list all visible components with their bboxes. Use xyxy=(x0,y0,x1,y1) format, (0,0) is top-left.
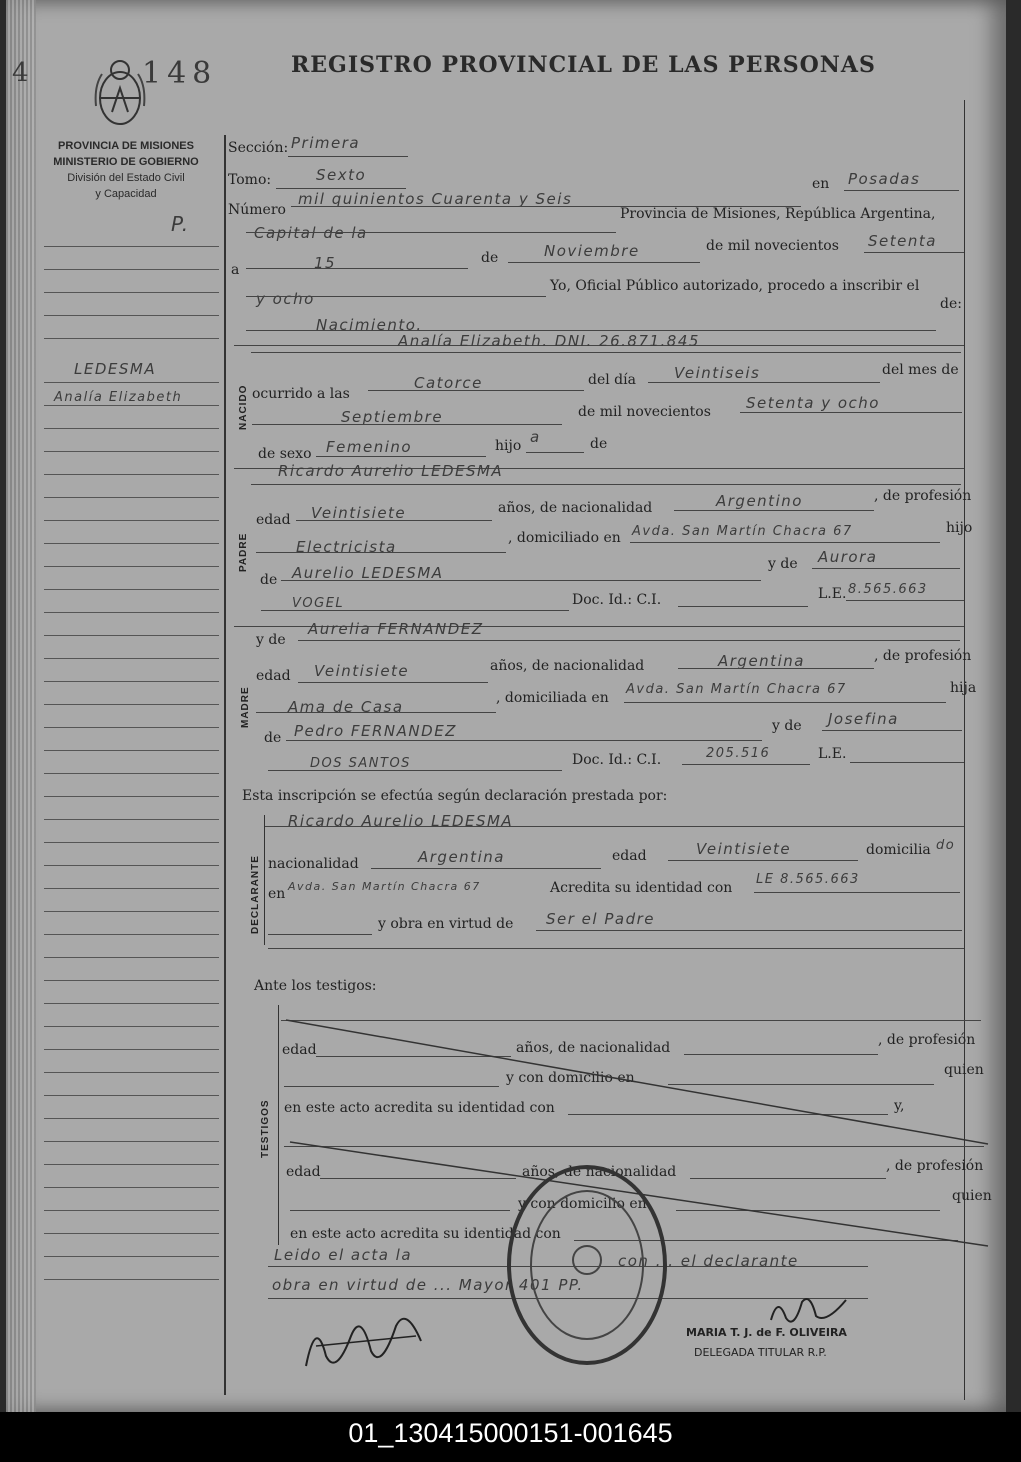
padre-dom-line xyxy=(630,542,940,543)
lugar-line xyxy=(844,190,959,191)
testigo1-prof-label: , de profesión xyxy=(878,1032,976,1048)
register-page xyxy=(6,0,1006,1412)
hora-value: Catorce xyxy=(414,374,483,392)
a-label: a xyxy=(231,262,240,278)
margin-mark: P. xyxy=(171,212,190,236)
declarante-en-label: en xyxy=(268,886,286,902)
declarante-nac-line xyxy=(371,868,601,869)
madre-hija-label: hija xyxy=(950,680,977,696)
provincia-label: Provincia de Misiones, República Argentina, xyxy=(620,206,936,222)
sexo-value: Femenino xyxy=(326,438,413,456)
abuela-materna-value: Josefina xyxy=(828,710,899,728)
abuelo-paterno-value: Aurelio LEDESMA xyxy=(292,564,444,582)
testigos-side-label: TESTIGOS xyxy=(260,1099,271,1158)
hija-ending: a xyxy=(530,428,541,446)
testigo1-edad-label: edad xyxy=(282,1042,317,1058)
de-mil-nac-label: de mil novecientos xyxy=(578,404,711,420)
de-hijo-label: de xyxy=(590,436,608,452)
de-label: de xyxy=(481,250,499,266)
madre-dom-line xyxy=(624,702,946,703)
madre-le-label: L.E. xyxy=(818,746,847,762)
madre-edad-line xyxy=(298,682,488,683)
padre-nac-line xyxy=(674,510,874,511)
declarante-edad-value: Veintisiete xyxy=(696,840,792,858)
page-edge xyxy=(6,0,36,1412)
mes-nac-value: Septiembre xyxy=(341,408,444,426)
obra-blank-line xyxy=(268,934,372,935)
del-mes-label: del mes de xyxy=(882,362,959,378)
seccion-label: Sección: xyxy=(228,140,289,156)
domicilia-label: domicilia xyxy=(866,842,931,858)
declarante-divider xyxy=(264,815,265,945)
madre-nac-line xyxy=(678,668,874,669)
testigo2-quien-label: quien xyxy=(952,1188,992,1204)
seccion-value: Primera xyxy=(291,134,361,152)
padre-le-line xyxy=(846,600,964,601)
sexo-label: de sexo xyxy=(258,446,312,462)
numero-label: Número xyxy=(228,202,286,218)
madre-nombre-line xyxy=(298,640,960,641)
madre-edad-label: edad xyxy=(256,668,291,684)
ocurrido-label: ocurrido a las xyxy=(252,386,350,402)
declarante-nac-label: nacionalidad xyxy=(268,856,359,872)
acredita-label: Acredita su identidad con xyxy=(550,880,733,896)
padre-y-de-label: y de xyxy=(768,556,798,572)
padre-dom-value: Avda. San Martín Chacra 67 xyxy=(632,524,853,539)
tomo-label: Tomo: xyxy=(228,172,272,188)
margin-given-names: Analía Elizabeth xyxy=(54,390,183,405)
madre-y-de2-label: y de xyxy=(772,718,802,734)
dia-line xyxy=(246,268,468,269)
padre-ci-line xyxy=(678,606,808,607)
hijo-line xyxy=(526,452,584,453)
madre-de-label: de xyxy=(264,730,282,746)
anio-nac-value: Setenta y ocho xyxy=(746,394,880,412)
tipo-line xyxy=(246,330,936,331)
declarante-bottom-line xyxy=(268,948,964,949)
padre-prof-value: Electricista xyxy=(296,538,397,556)
madre-ci-value: 205.516 xyxy=(706,746,771,761)
testigo2-dom-label: y con domicilio en xyxy=(518,1196,647,1212)
testigo2-edad-label: edad xyxy=(286,1164,321,1180)
padre-doc-label: Doc. Id.: C.I. xyxy=(572,592,662,608)
declarante-dom-value: Avda. San Martín Chacra 67 xyxy=(288,880,481,893)
margin-lines-top xyxy=(44,246,219,361)
dia-nac-line xyxy=(648,382,880,383)
page-number-prefix: 4 xyxy=(12,58,35,88)
madre-nac-value: Argentina xyxy=(718,652,805,670)
testigo1-nac-label: años, de nacionalidad xyxy=(516,1040,671,1056)
margin-lines xyxy=(44,382,219,1302)
sexo-line xyxy=(316,456,486,457)
madre-le-line xyxy=(850,762,964,763)
page-title: REGISTRO PROVINCIAL DE LAS PERSONAS xyxy=(291,52,876,78)
padre-nac-value: Argentino xyxy=(716,492,803,510)
de-mil-label: de mil novecientos xyxy=(706,238,839,254)
madre-prof-line xyxy=(256,712,496,713)
dia-nac-value: Veintiseis xyxy=(674,364,761,382)
capital-value: Capital de la xyxy=(254,224,368,242)
mes-nac-line xyxy=(252,424,562,425)
footer-bar xyxy=(0,1412,1021,1462)
tomo-value: Sexto xyxy=(316,166,367,184)
declarante-edad-line xyxy=(668,860,858,861)
madre-nombre-value: Aurelia FERNANDEZ xyxy=(308,620,484,638)
page-number: 148 xyxy=(142,56,218,91)
yo-label: Yo, Oficial Público autorizado, procedo a inscribir el xyxy=(550,278,920,294)
margin-divider xyxy=(224,135,226,1395)
declarante-nombre-value: Ricardo Aurelio LEDESMA xyxy=(288,812,514,830)
handwritten-signature-left xyxy=(296,1296,436,1386)
abuelo-paterno-line xyxy=(281,580,761,581)
numero-value: mil quinientos Cuarenta y Seis xyxy=(298,190,573,208)
declarante-side-label: DECLARANTE xyxy=(250,855,261,934)
madre-side-label: MADRE xyxy=(240,686,251,728)
nota-1b: con ... el declarante xyxy=(618,1252,799,1270)
padre-nombre-value: Ricardo Aurelio LEDESMA xyxy=(278,462,504,480)
madre-dom-label: , domiciliada en xyxy=(496,690,609,706)
nombre-line xyxy=(251,352,961,353)
testigo2-acredita-label: en este acto acredita su identidad con xyxy=(290,1226,561,1242)
ministry-line-3: División del Estado Civil xyxy=(67,172,185,184)
capital-line xyxy=(246,232,616,233)
abuela-paterna-value: Aurora xyxy=(818,548,878,566)
nota-1: Leido el acta la xyxy=(274,1246,413,1264)
padre-prof-line xyxy=(256,552,506,553)
obra-label: y obra en virtud de xyxy=(378,916,514,932)
anio-cont-value: y ocho xyxy=(256,290,315,308)
document-id: 01_130415000151-001645 xyxy=(348,1418,673,1448)
ministry-line-4: y Capacidad xyxy=(95,188,157,200)
abuelo-materno-line xyxy=(286,740,762,741)
madre-dom-value: Avda. San Martín Chacra 67 xyxy=(626,682,847,697)
abuela-materna-line xyxy=(822,730,962,731)
padre-edad-label: edad xyxy=(256,512,291,528)
madre-ci-line xyxy=(682,764,810,765)
anio-line xyxy=(864,252,964,253)
padre-edad-value: Veintisiete xyxy=(311,504,407,522)
ministry-block xyxy=(36,138,216,202)
abuela-materna-apellido-line xyxy=(268,770,562,771)
testigos-intro-label: Ante los testigos: xyxy=(254,978,377,994)
abuela-apellido-line xyxy=(261,610,569,611)
madre-edad-value: Veintisiete xyxy=(314,662,410,680)
vinculo-line xyxy=(536,930,962,931)
official-seal-stamp xyxy=(502,1160,672,1370)
nombre-value: Analía Elizabeth. DNI. 26.871.845 xyxy=(398,332,700,350)
padre-side-label: PADRE xyxy=(238,532,249,572)
seccion-line xyxy=(288,156,408,157)
tomo-line xyxy=(276,188,406,189)
padre-nac-label: años, de nacionalidad xyxy=(498,500,653,516)
abuelo-materno-value: Pedro FERNANDEZ xyxy=(294,722,457,740)
hora-line xyxy=(368,390,584,391)
de-colon-label: de: xyxy=(940,296,962,312)
madre-doc-label: Doc. Id.: C.I. xyxy=(572,752,662,768)
padre-prof-label: , de profesión xyxy=(874,488,972,504)
abuela-materna-apellido: DOS SANTOS xyxy=(310,756,411,771)
padre-nombre-line xyxy=(251,484,961,485)
dia-value: 15 xyxy=(314,254,337,272)
hijo-label: hijo xyxy=(495,438,522,454)
abuela-paterna-line xyxy=(812,568,960,569)
margin-surname: LEDESMA xyxy=(74,360,157,378)
anio-cont-line xyxy=(246,296,546,297)
official-title: DELEGADA TITULAR R.P. xyxy=(694,1346,827,1359)
nota-2: obra en virtud de ... Mayor 401 PP. xyxy=(272,1276,584,1294)
tipo-value: Nacimiento. xyxy=(316,316,423,334)
en-label: en xyxy=(812,176,830,192)
ministry-line-2: MINISTERIO DE GOBIERNO xyxy=(53,156,199,168)
anio-nac-line xyxy=(740,412,962,413)
padre-de-label: de xyxy=(260,572,278,588)
declarante-nac-value: Argentina xyxy=(418,848,505,866)
testigo2-prof-label: , de profesión xyxy=(886,1158,984,1174)
del-dia-label: del día xyxy=(588,372,636,388)
anio-value: Setenta xyxy=(868,232,937,250)
madre-prof-label: , de profesión xyxy=(874,648,972,664)
padre-dom-label: , domiciliado en xyxy=(508,530,621,546)
declarante-nombre-line xyxy=(264,826,964,827)
madre-prof-value: Ama de Casa xyxy=(288,698,404,716)
madre-nac-label: años, de nacionalidad xyxy=(490,658,645,674)
vinculo-value: Ser el Padre xyxy=(546,910,656,928)
lugar-value: Posadas xyxy=(848,170,921,188)
declaracion-label: Esta inscripción se efectúa según declaración prestada por: xyxy=(242,788,668,804)
padre-le-value: 8.565.663 xyxy=(848,582,928,597)
ministry-line-1: PROVINCIA DE MISIONES xyxy=(58,140,194,152)
padre-le-label: L.E. xyxy=(818,586,847,602)
madre-y-de-label: y de xyxy=(256,632,286,648)
padre-edad-line xyxy=(296,520,492,521)
official-name: MARIA T. J. de F. OLIVEIRA xyxy=(686,1326,847,1339)
testigo1-quien-label: quien xyxy=(944,1062,984,1078)
declarante-edad-label: edad xyxy=(612,848,647,864)
nacido-side-label: NACIDO xyxy=(238,384,249,430)
mes-line xyxy=(508,262,700,263)
handwritten-signature-right xyxy=(766,1290,856,1330)
domicilia-suffix: do xyxy=(936,838,956,853)
abuela-paterna-apellido: VOGEL xyxy=(292,596,345,611)
testigo1-acredita-label: en este acto acredita su identidad con xyxy=(284,1100,555,1116)
declarante-doc-line xyxy=(754,892,960,893)
coat-of-arms-icon xyxy=(92,56,148,132)
declarante-doc-value: LE 8.565.663 xyxy=(756,872,860,887)
testigo2-nac-label: años, de nacionalidad xyxy=(522,1164,677,1180)
padre-hijo-label: hijo xyxy=(946,520,973,536)
mes-value: Noviembre xyxy=(544,242,640,260)
testigo1-dom-label: y con domicilio en xyxy=(506,1070,635,1086)
testigo1-y-label: y, xyxy=(894,1098,905,1114)
